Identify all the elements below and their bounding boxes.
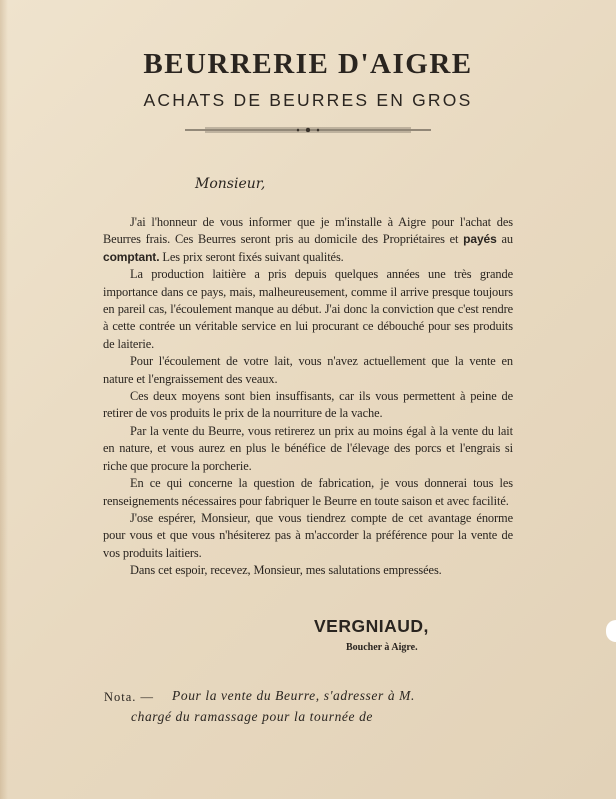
- salutation: Monsieur,: [195, 176, 266, 192]
- paragraph: La production laitière a pris depuis quelques années une très grande importance dans ce pays, mais, malheureusement, comme il arrive presque toujours en pareil cas, l'écoulement manque au début. J'ai donc la conviction que c'est rendre à cette contrée un véritable service en lui procurant ce débouché pour ses produits de laiterie.: [103, 267, 513, 351]
- paragraph: [103, 214, 513, 266]
- paragraph: J'ose espérer, Monsieur, que vous tiendrez compte de cet avantage énorme pour vous et que vous n'hésiterez pas à m'accorder la préférence pour la vente de vos produits laitiers.: [103, 510, 513, 560]
- paragraph: Pour l'écoulement de votre lait, vous n'avez actuellement que la vente en nature et l'engraissement des veaux.: [103, 354, 513, 386]
- letter-body: [103, 214, 513, 580]
- paragraph: Dans cet espoir, recevez, Monsieur, mes salutations empressées.: [130, 563, 442, 578]
- paragraph-text: Les prix seront fixés suivant qualités.: [159, 249, 344, 264]
- paragraph: Ces deux moyens sont bien insuffisants, car ils vous permettent à peine de retirer de vos produits le prix de la nourriture de la vache.: [103, 389, 513, 421]
- letterhead-subtitle: ACHATS DE BEURRES EN GROS: [143, 90, 473, 110]
- letterhead-title: BEURRERIE D'AIGRE: [143, 48, 473, 80]
- signature-name: VERGNIAUD,: [314, 616, 429, 636]
- paragraph: Par la vente du Beurre, vous retirerez un prix au moins égal à la vente du lait en nature, et vous aurez en plus le bénéfice de l'élevage des porcs et l'engrais si riche que procure la porcherie.: [103, 423, 513, 473]
- emphasis-text: payés: [463, 232, 497, 247]
- nota-line-1: Pour la vente du Beurre, s'adresser à M.: [172, 688, 415, 703]
- nota-line-2: chargé du ramassage pour la tournée de: [131, 709, 374, 724]
- emphasis-text: comptant.: [103, 249, 160, 264]
- signature-role: Boucher à Aigre.: [346, 642, 418, 653]
- paper-tear: [606, 620, 616, 642]
- ornamental-divider: [185, 126, 431, 134]
- paragraph-text: au: [496, 232, 513, 247]
- nota-label: Nota. —: [104, 690, 155, 704]
- paragraph: En ce qui concerne la question de fabrication, je vous donnerai tous les renseignements nécessaires pour fabriquer le Beurre en toute saison et avec facilité.: [103, 476, 513, 508]
- paragraph-text: J'ai l'honneur de vous informer que je m'installe à Aigre pour l'achat des Beurres frais. Ces Beurres seront pris au domicile des Propriétaires et: [103, 215, 513, 247]
- paper-edge-shadow: [0, 0, 8, 799]
